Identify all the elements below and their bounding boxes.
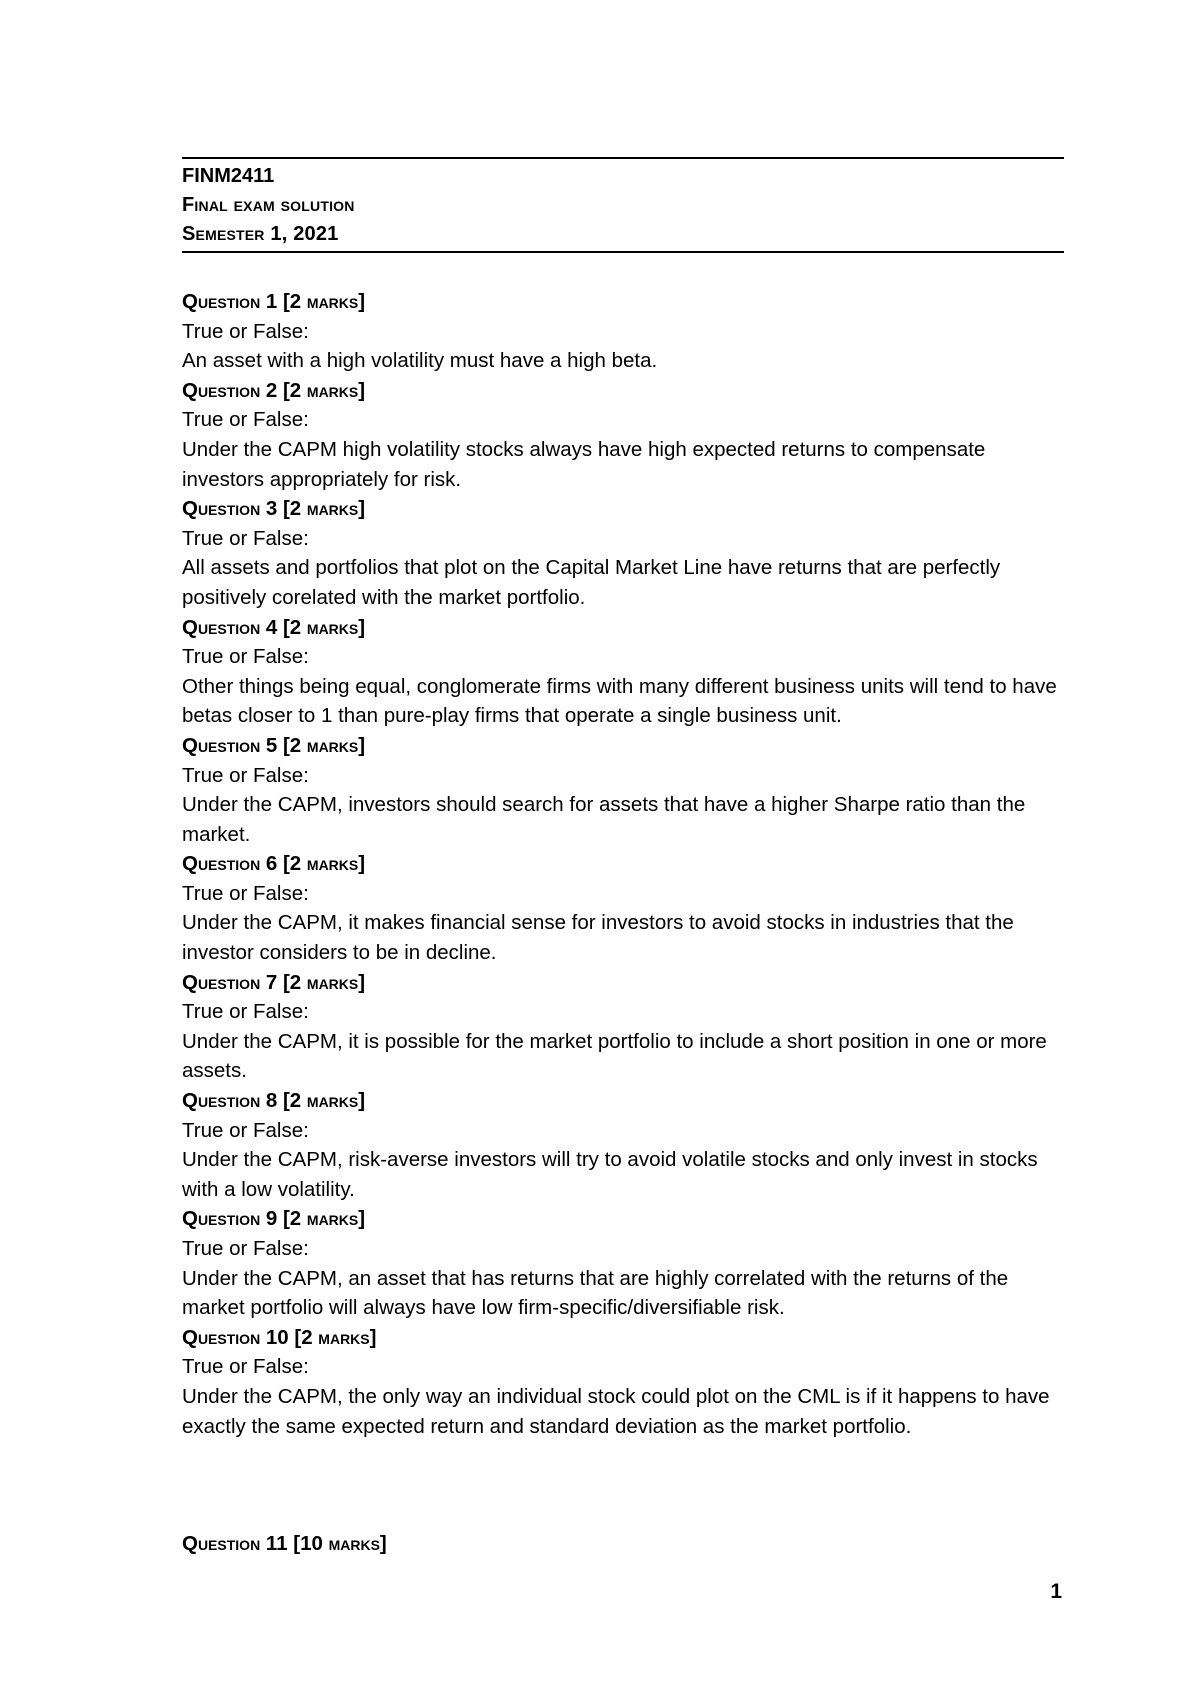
question-statement: Under the CAPM, investors should search for assets that have a higher Sharpe ratio than the market. <box>182 793 1026 846</box>
question-prompt: True or False: <box>182 763 309 787</box>
question-statement: Under the CAPM, an asset that has returns that are highly correlated with the returns of the market portfolio will always have low firm-specific/diversifiable risk. <box>182 1266 1009 1320</box>
question-heading <box>182 1086 1064 1116</box>
question-marks: [2 marks] <box>282 290 366 313</box>
question-block <box>182 494 1064 612</box>
question-title: Question 10 <box>182 1325 289 1349</box>
question-marks: [2 marks] <box>282 970 366 994</box>
question-heading <box>182 494 1064 524</box>
question-block <box>182 1204 1064 1322</box>
question-title: Question 9 <box>182 1207 278 1231</box>
question-block <box>182 968 1064 1086</box>
question-marks: [2 marks] <box>282 1089 366 1113</box>
question-block <box>182 1323 1064 1441</box>
question-title: Question 6 <box>182 852 278 876</box>
question-prompt: True or False: <box>182 645 309 669</box>
question-statement: Under the CAPM, risk-averse investors will try to avoid volatile stocks and only invest in stocks with a low volatility. <box>182 1148 1038 1201</box>
question-title: Question 7 <box>182 970 278 994</box>
question-statement: Under the CAPM high volatility stocks always have high expected returns to compensate investors appropriately for risk. <box>182 437 986 491</box>
question-marks: [2 marks] <box>282 497 366 521</box>
question-prompt: True or False: <box>182 1237 309 1260</box>
question-heading <box>182 287 1064 317</box>
question-block <box>182 731 1064 849</box>
question-prompt: True or False: <box>182 1355 309 1379</box>
question-prompt: True or False: <box>182 526 309 550</box>
question-prompt: True or False: <box>182 881 309 905</box>
question-marks: [2 marks] <box>294 1325 377 1349</box>
question-statement: An asset with a high volatility must have a high beta. <box>182 349 658 373</box>
question-title: Question 4 <box>182 615 278 639</box>
question-title: Question 1 <box>182 290 278 313</box>
question-marks: [2 marks] <box>282 733 366 757</box>
question-block <box>182 1086 1064 1204</box>
question-block <box>182 376 1064 494</box>
question-statement: All assets and portfolios that plot on the Capital Market Line have returns that are perfectly positively corelated with the market portfolio. <box>182 556 1001 609</box>
question-marks: [2 marks] <box>282 615 366 639</box>
question-title: Question 11 <box>182 1532 288 1555</box>
question-heading <box>182 849 1064 879</box>
question-prompt: True or False: <box>182 1118 309 1142</box>
question-heading <box>182 376 1064 406</box>
question-block <box>182 287 1064 376</box>
document-header <box>182 157 1064 253</box>
document-title: Final exam solution <box>182 194 355 216</box>
question-heading <box>182 731 1064 761</box>
page-number: 1 <box>1050 1580 1062 1603</box>
question-marks: [2 marks] <box>282 378 366 402</box>
question-marks: [10 marks] <box>293 1532 387 1555</box>
question-title: Question 2 <box>182 378 278 402</box>
question-statement: Under the CAPM, it is possible for the market portfolio to include a short position in one or more assets. <box>182 1029 1047 1083</box>
questions-list <box>182 287 1064 1441</box>
question-prompt: True or False: <box>182 319 309 343</box>
question-marks: [2 marks] <box>282 852 366 876</box>
question-heading <box>182 1204 1064 1234</box>
question-heading <box>182 968 1064 998</box>
question-11-heading <box>182 1532 387 1556</box>
question-statement: Under the CAPM, it makes financial sense for investors to avoid stocks in industries that the investor considers to be in decline. <box>182 911 1014 965</box>
question-statement: Under the CAPM, the only way an individual stock could plot on the CML is if it happens to have exactly the same expected return and standard deviation as the market portfolio. <box>182 1384 1050 1438</box>
question-block <box>182 613 1064 731</box>
question-title: Question 5 <box>182 733 278 757</box>
question-prompt: True or False: <box>182 1000 309 1024</box>
question-block <box>182 849 1064 967</box>
question-title: Question 8 <box>182 1089 278 1113</box>
semester-label: Semester 1, 2021 <box>182 223 339 245</box>
question-heading <box>182 613 1064 643</box>
question-title: Question 3 <box>182 497 278 521</box>
question-statement: Other things being equal, conglomerate firms with many different business units will tend to have betas closer to 1 than pure-play firms that operate a single business unit. <box>182 674 1057 728</box>
question-heading <box>182 1323 1064 1353</box>
question-prompt: True or False: <box>182 408 309 432</box>
course-code: FINM2411 <box>182 165 275 187</box>
question-marks: [2 marks] <box>282 1207 366 1231</box>
